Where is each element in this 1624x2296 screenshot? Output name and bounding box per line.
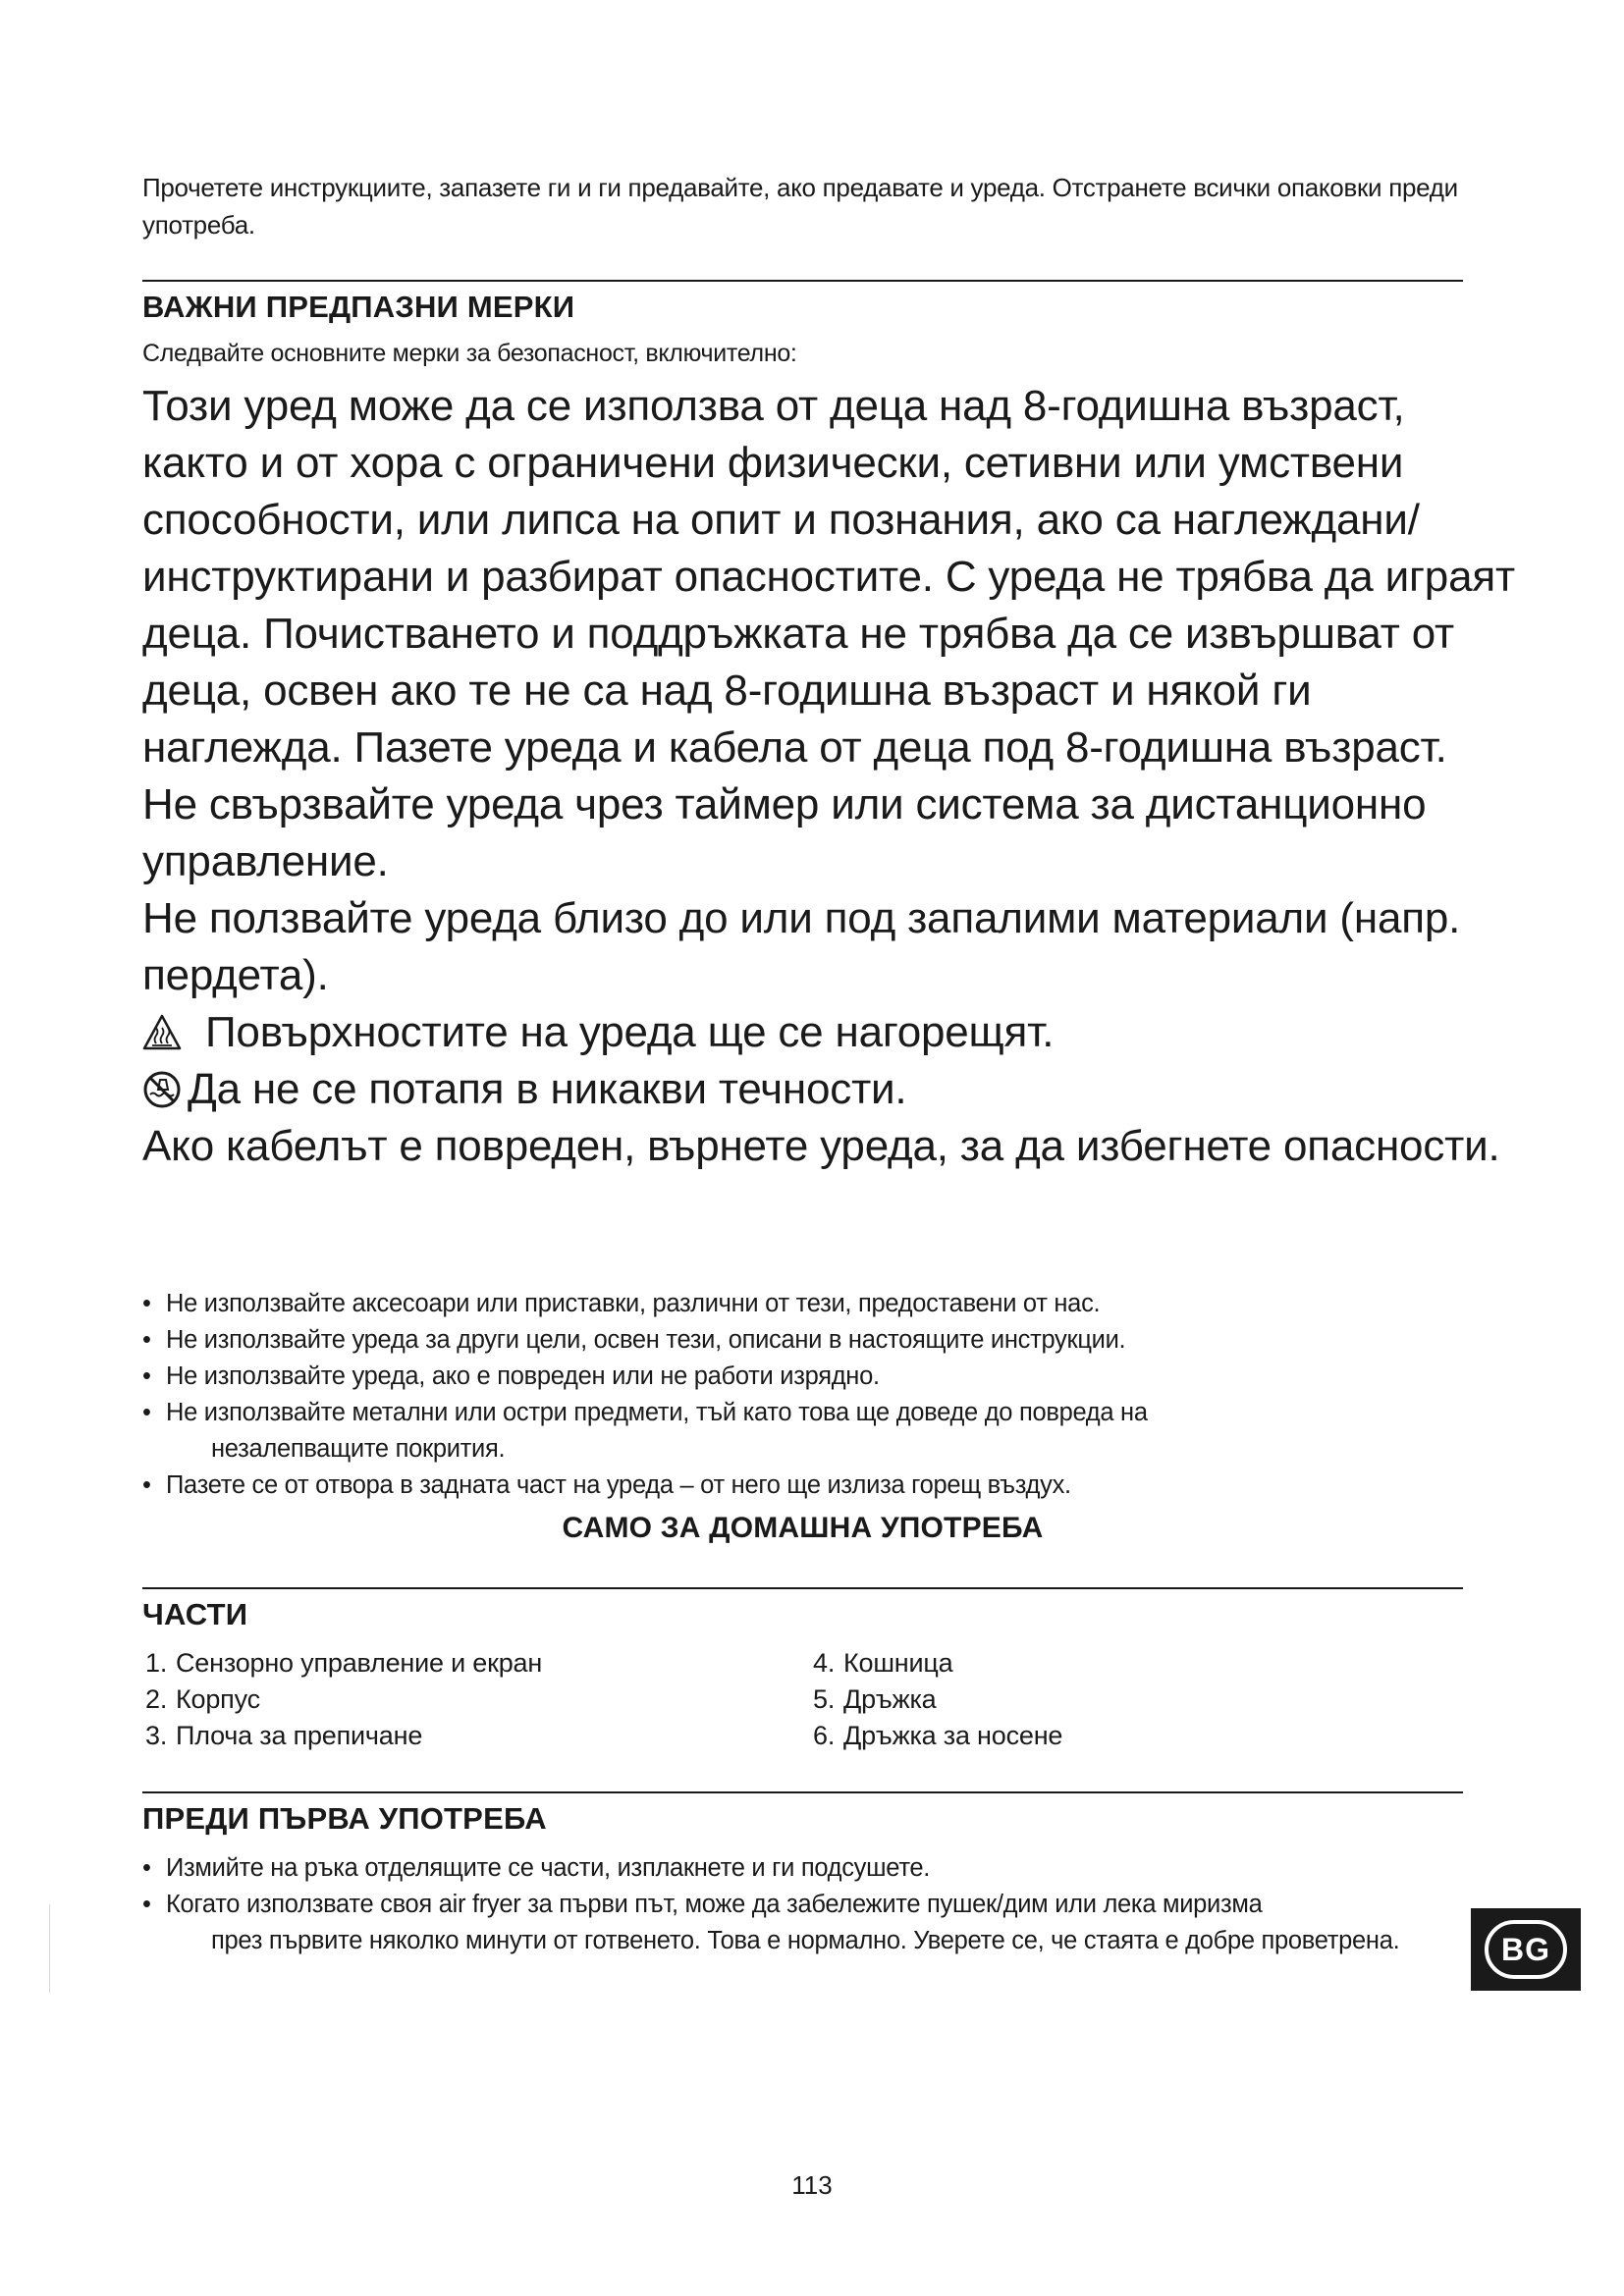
list-item: • Не използвайте уреда за други цели, освен тези, описани в настоящите инструкции. xyxy=(142,1322,1478,1359)
list-item: • Не използвайте метални или остри предмети, тъй като това ще доведе до повреда на незалепващите покрития. xyxy=(142,1395,1478,1468)
list-item: • Измийте на ръка отделящите се части, изплакнете и ги подсушете. xyxy=(142,1850,1478,1887)
list-item: 5. Дръжка xyxy=(813,1684,937,1714)
before-first-use-heading: ПРЕДИ ПЪРВА УПОТРЕБА xyxy=(142,1801,547,1836)
hot-surface-line xyxy=(142,1004,1517,1061)
cord-warning: Ако кабелът е повреден, върнете уреда, за да избегнете опасности. xyxy=(142,1122,1500,1170)
language-badge xyxy=(1471,1908,1581,1991)
list-item: 4. Кошница xyxy=(813,1648,953,1678)
margin-mark xyxy=(49,1904,50,1993)
language-badge-label: BG xyxy=(1485,1920,1567,1979)
divider xyxy=(142,1791,1463,1793)
list-item: • Пазете се от отвора в задната част на уреда – от него ще излиза горещ въздух. xyxy=(142,1468,1478,1504)
parts-heading: ЧАСТИ xyxy=(142,1597,248,1631)
list-item: 3. Плоча за препичане xyxy=(145,1721,423,1750)
list-item: 1. Сензорно управление и екран xyxy=(145,1648,543,1678)
children-warning: Този уред може да се използва от деца над 8-годишна възраст, както и от хора с ограничени физически, сетивни или умствени способности, или липса на опит и познания, ако са наглеждани/ инструктирани и разбират опасностите. С уреда не трябва да играят деца. Почистването и поддръжката не трябва да се извършват от деца, освен ако те не са над 8-годишна възраст и някой ги наглежда. Пазете уреда и кабела от деца под 8-годишна възраст. xyxy=(142,382,1515,772)
home-use-only: САМО ЗА ДОМАШНА УПОТРЕБА xyxy=(562,1512,1044,1544)
safety-heading: ВАЖНИ ПРЕДПАЗНИ МЕРКИ xyxy=(142,290,575,324)
safety-bullet-list xyxy=(142,1286,1478,1504)
divider xyxy=(142,1587,1463,1589)
list-item: • Не използвайте уреда, ако е повреден или не работи изрядно. xyxy=(142,1359,1478,1395)
hot-surface-warning-icon xyxy=(142,1013,182,1052)
bullet-symbol: • xyxy=(142,1471,151,1499)
bullet-symbol: • xyxy=(142,1290,151,1317)
timer-warning: Не свързвайте уреда чрез таймер или система за дистанционно управление. xyxy=(142,780,1427,885)
bullet-symbol: • xyxy=(142,1399,151,1426)
list-item: 6. Дръжка за носене xyxy=(813,1721,1063,1750)
before-first-use-list xyxy=(142,1850,1478,1959)
bullet-symbol: • xyxy=(142,1854,151,1882)
bullet-symbol: • xyxy=(142,1326,151,1354)
page-number: 113 xyxy=(791,2170,833,2200)
immersion-text: Да не се потапя в никакви течности. xyxy=(188,1065,907,1113)
intro-text: Прочетете инструкциите, запазете ги и ги предавайте, ако предавате и уреда. Отстранете всички опаковки преди употреба. xyxy=(142,173,1458,240)
bullet-symbol: • xyxy=(142,1362,151,1390)
flammable-warning: Не ползвайте уреда близо до или под запалими материали (напр. пердета). xyxy=(142,894,1461,999)
immersion-line xyxy=(142,1061,1517,1118)
parts-column-left xyxy=(145,1645,542,1754)
no-immersion-icon xyxy=(142,1070,182,1109)
hot-surface-text: Повърхностите на уреда ще се нагорещят. xyxy=(205,1008,1055,1056)
list-item: • Не използвайте аксесоари или приставки, различни от тези, предоставени от нас. xyxy=(142,1286,1478,1322)
list-item: 2. Корпус xyxy=(145,1684,260,1714)
list-item: • Когато използвате своя air fryer за първи път, може да забележите пушек/дим или лека миризма през първите няколко минути от готвенето. Това е нормално. Уверете се, че стаята е добре проветрена. xyxy=(142,1887,1478,1959)
safety-warnings-block xyxy=(142,378,1517,1175)
bullet-symbol: • xyxy=(142,1891,151,1918)
safety-subheading: Следвайте основните мерки за безопасност, включително: xyxy=(142,340,797,367)
divider xyxy=(142,280,1463,282)
parts-column-right xyxy=(813,1645,1062,1754)
